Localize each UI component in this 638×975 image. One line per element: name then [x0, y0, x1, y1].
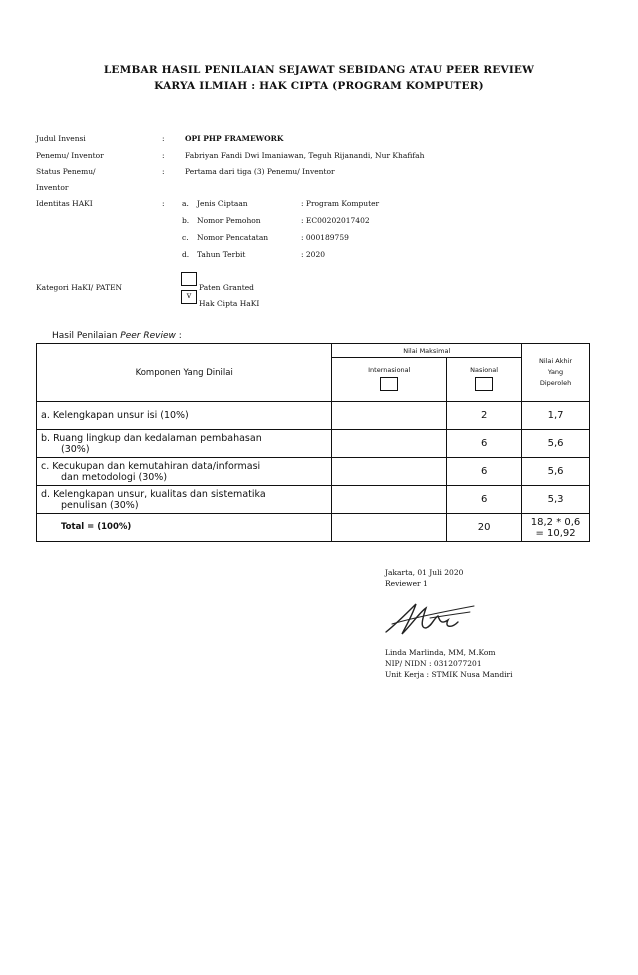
paten-option-label: Paten Granted — [199, 283, 254, 292]
reviewer-name: Linda Marlinda, MM, M.Kom — [385, 648, 496, 657]
identitas-letter: d. — [182, 250, 190, 259]
row-internasional — [332, 458, 447, 486]
identitas-item-label: Jenis Ciptaan — [197, 199, 248, 208]
identitas-item-value: : 2020 — [301, 250, 325, 259]
row-internasional — [332, 486, 447, 514]
table-row — [37, 486, 590, 514]
review-table — [36, 343, 590, 542]
row-komponen: a. Kelengkapan unsur isi (10%) — [37, 402, 332, 430]
row-nasional: 6 — [447, 430, 522, 458]
nasional-checkbox[interactable] — [475, 377, 493, 391]
identitas-letter: b. — [182, 216, 190, 225]
kategori-label: Kategori HaKI/ PATEN — [36, 283, 123, 292]
identitas-item-label: Tahun Terbit — [197, 250, 246, 259]
identitas-item-value: : EC00202017402 — [301, 216, 370, 225]
identitas-item-value: : Program Komputer — [301, 199, 380, 208]
row-akhir: 1,7 — [522, 402, 590, 430]
status-label-cont: Inventor — [36, 183, 69, 192]
check-mark-icon: v — [186, 291, 192, 300]
identitas-item-value: : 000189759 — [301, 233, 349, 242]
document-title-line1: LEMBAR HASIL PENILAIAN SEJAWAT SEBIDANG ATAU PEER REVIEW — [103, 64, 535, 76]
penemu-colon: : — [162, 151, 165, 160]
header-nilai-maksimal: Nilai Maksimal — [332, 344, 522, 358]
table-row — [37, 430, 590, 458]
header-nilai-akhir: Nilai Akhir Yang Diperoleh — [522, 344, 590, 402]
row-nasional: 6 — [447, 486, 522, 514]
table-row — [37, 458, 590, 486]
row-komponen: c. Kecukupan dan kemutahiran data/informasi dan metodologi (30%) — [37, 458, 332, 486]
judul-colon: : — [162, 134, 165, 143]
row-komponen: b. Ruang lingkup dan kedalaman pembahasan (30%) — [37, 430, 332, 458]
table-row — [37, 402, 590, 430]
row-nasional: 6 — [447, 458, 522, 486]
judul-label: Judul Invensi — [36, 134, 86, 143]
review-caption: Hasil Penilaian Peer Review : — [52, 331, 182, 341]
reviewer-unit: Unit Kerja : STMIK Nusa Mandiri — [385, 670, 513, 679]
total-label: Total = (100%) — [37, 514, 332, 542]
penemu-label: Penemu/ Inventor — [36, 151, 104, 160]
judul-value: OPI PHP FRAMEWORK — [185, 134, 284, 143]
row-internasional — [332, 402, 447, 430]
reviewer-role: Reviewer 1 — [385, 579, 428, 588]
total-nasional: 20 — [447, 514, 522, 542]
identitas-item-label: Nomor Pencatatan — [197, 233, 269, 242]
internasional-checkbox[interactable] — [380, 377, 398, 391]
status-value: Pertama dari tiga (3) Penemu/ Inventor — [185, 167, 335, 176]
row-akhir: 5,6 — [522, 430, 590, 458]
header-komponen: Komponen Yang Dinilai — [37, 344, 332, 402]
signature-icon — [382, 598, 478, 640]
row-komponen: d. Kelengkapan unsur, kualitas dan sistematika penulisan (30%) — [37, 486, 332, 514]
total-internasional — [332, 514, 447, 542]
identitas-letter: a. — [182, 199, 189, 208]
status-label: Status Penemu/ — [36, 167, 96, 176]
identitas-letter: c. — [182, 233, 189, 242]
header-nasional: Nasional — [447, 358, 522, 402]
status-colon: : — [162, 167, 165, 176]
haki-option-label: Hak Cipta HaKI — [199, 299, 260, 308]
table-total-row — [37, 514, 590, 542]
row-internasional — [332, 430, 447, 458]
identitas-colon: : — [162, 199, 165, 208]
identitas-item-label: Nomor Pemohon — [197, 216, 261, 225]
identitas-label: Identitas HAKI — [36, 199, 93, 208]
total-akhir: 18,2 * 0,6 = 10,92 — [522, 514, 590, 542]
row-nasional: 2 — [447, 402, 522, 430]
reviewer-nip: NIP/ NIDN : 0312077201 — [385, 659, 482, 668]
haki-checkbox[interactable] — [181, 290, 197, 304]
document-title-line2: KARYA ILMIAH : HAK CIPTA (PROGRAM KOMPUTER) — [154, 80, 484, 92]
header-internasional: Internasional — [332, 358, 447, 402]
place-date: Jakarta, 01 Juli 2020 — [385, 568, 464, 577]
paten-checkbox[interactable] — [181, 272, 197, 286]
penemu-value: Fabriyan Fandi Dwi Imaniawan, Teguh Rijanandi, Nur Khafifah — [185, 151, 425, 160]
row-akhir: 5,6 — [522, 458, 590, 486]
row-akhir: 5,3 — [522, 486, 590, 514]
